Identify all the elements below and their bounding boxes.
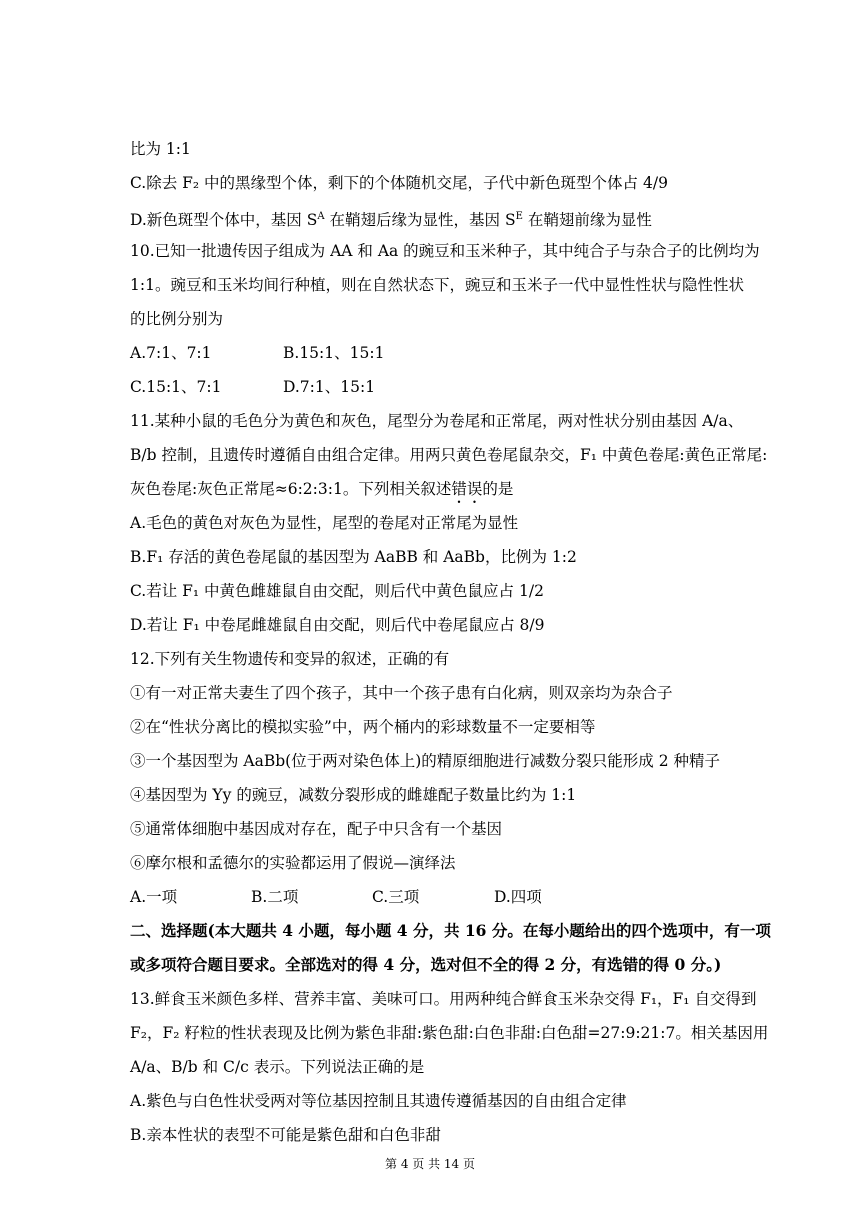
question-10-stem: 的比例分别为 xyxy=(130,310,224,328)
section-2-heading: 二、选择题(本大题共 4 小题，每小题 4 分，共 16 分。在每小题给出的四个选项中，有一项 xyxy=(130,921,771,940)
question-12-option-d: D.四项 xyxy=(494,888,542,906)
emphasized-text: 错误 xyxy=(451,480,483,498)
question-9-option-c: C.除去 F₂ 中的黑缘型个体，剩下的个体随机交尾，子代中新色斑型个体占 4/9 xyxy=(130,174,668,192)
question-11-option-c: C.若让 F₁ 中黄色雌雄鼠自由交配，则后代中黄色鼠应占 1/2 xyxy=(130,582,544,600)
superscript: A xyxy=(317,211,325,222)
question-13-stem: 13.鲜食玉米颜色多样、营养丰富、美味可口。用两种纯合鲜食玉米杂交得 F₁，F₁ 自交得到 xyxy=(130,990,757,1008)
question-12-option-a: A.一项 xyxy=(130,888,178,906)
text-segment: 在鞘翅后缘为显性，基因 S xyxy=(324,211,516,230)
question-11-stem xyxy=(130,479,513,507)
text-line: 比为 1:1 xyxy=(130,140,191,158)
question-10-stem: 10.已知一批遗传因子组成为 AA 和 Aa 的豌豆和玉米种子，其中纯合子与杂合子的比例均为 xyxy=(130,242,760,260)
question-10-option-d: D.7:1、15:1 xyxy=(283,378,376,396)
question-12-statement-6: ⑥摩尔根和孟德尔的实验都运用了假说—演绎法 xyxy=(130,854,456,872)
text-segment: 灰色卷尾:灰色正常尾≈6:2:3:1。下列相关叙述 xyxy=(130,480,452,498)
question-11-option-d: D.若让 F₁ 中卷尾雌雄鼠自由交配，则后代中卷尾鼠应占 8/9 xyxy=(130,616,545,634)
question-10-option-a: A.7:1、7:1 xyxy=(130,344,212,362)
question-12-statement-2: ②在“性状分离比的模拟实验”中，两个桶内的彩球数量不一定要相等 xyxy=(130,718,596,736)
text-segment: D.新色斑型个体中，基因 S xyxy=(130,211,318,230)
question-11-option-b: B.F₁ 存活的黄色卷尾鼠的基因型为 AaBB 和 AaBb，比例为 1:2 xyxy=(130,548,577,566)
question-10-option-c: C.15:1、7:1 xyxy=(130,378,222,396)
text-segment: 的是 xyxy=(482,480,514,498)
question-13-option-b: B.亲本性状的表型不可能是紫色甜和白色非甜 xyxy=(130,1126,441,1144)
question-11-stem: B/b 控制，且遗传时遵循自由组合定律。用两只黄色卷尾鼠杂交，F₁ 中黄色卷尾:黄色正常尾: xyxy=(130,446,768,464)
page-footer: 第 4 页 共 14 页 xyxy=(385,1157,475,1171)
question-11-stem: 11.某种小鼠的毛色分为黄色和灰色，尾型分为卷尾和正常尾，两对性状分别由基因 A/a、 xyxy=(130,412,744,430)
question-13-option-a: A.紫色与白色性状受两对等位基因控制且其遗传遵循基因的自由组合定律 xyxy=(130,1092,627,1110)
question-12-statement-3: ③一个基因型为 AaBb(位于两对染色体上)的精原细胞进行减数分裂只能形成 2 种精子 xyxy=(130,752,720,770)
question-12-option-b: B.二项 xyxy=(251,888,299,906)
section-2-heading: 或多项符合题目要求。全部选对的得 4 分，选对但不全的得 2 分，有选错的得 0 分。) xyxy=(130,955,722,974)
question-9-option-d xyxy=(130,207,652,230)
question-10-stem: 1:1。豌豆和玉米均间行种植，则在自然状态下，豌豆和玉米子一代中显性性状与隐性性状 xyxy=(130,276,744,294)
question-12-statement-1: ①有一对正常夫妻生了四个孩子，其中一个孩子患有白化病，则双亲均为杂合子 xyxy=(130,684,673,702)
text-segment: 在鞘翅前缘为显性 xyxy=(522,211,652,230)
question-12-statement-4: ④基因型为 Yy 的豌豆，减数分裂形成的雌雄配子数量比约为 1:1 xyxy=(130,786,577,804)
question-13-stem: F₂，F₂ 籽粒的性状表现及比例为紫色非甜:紫色甜:白色非甜:白色甜=27:9:21:7。相关基因用 xyxy=(130,1024,769,1042)
question-12-statement-5: ⑤通常体细胞中基因成对存在，配子中只含有一个基因 xyxy=(130,820,503,838)
question-13-stem: A/a、B/b 和 C/c 表示。下列说法正确的是 xyxy=(130,1058,425,1076)
question-10-option-b: B.15:1、15:1 xyxy=(283,344,385,362)
question-12-option-c: C.三项 xyxy=(372,888,420,906)
question-12-stem: 12.下列有关生物遗传和变异的叙述，正确的有 xyxy=(130,650,450,668)
question-11-option-a: A.毛色的黄色对灰色为显性，尾型的卷尾对正常尾为显性 xyxy=(130,514,519,532)
superscript: E xyxy=(515,211,523,222)
